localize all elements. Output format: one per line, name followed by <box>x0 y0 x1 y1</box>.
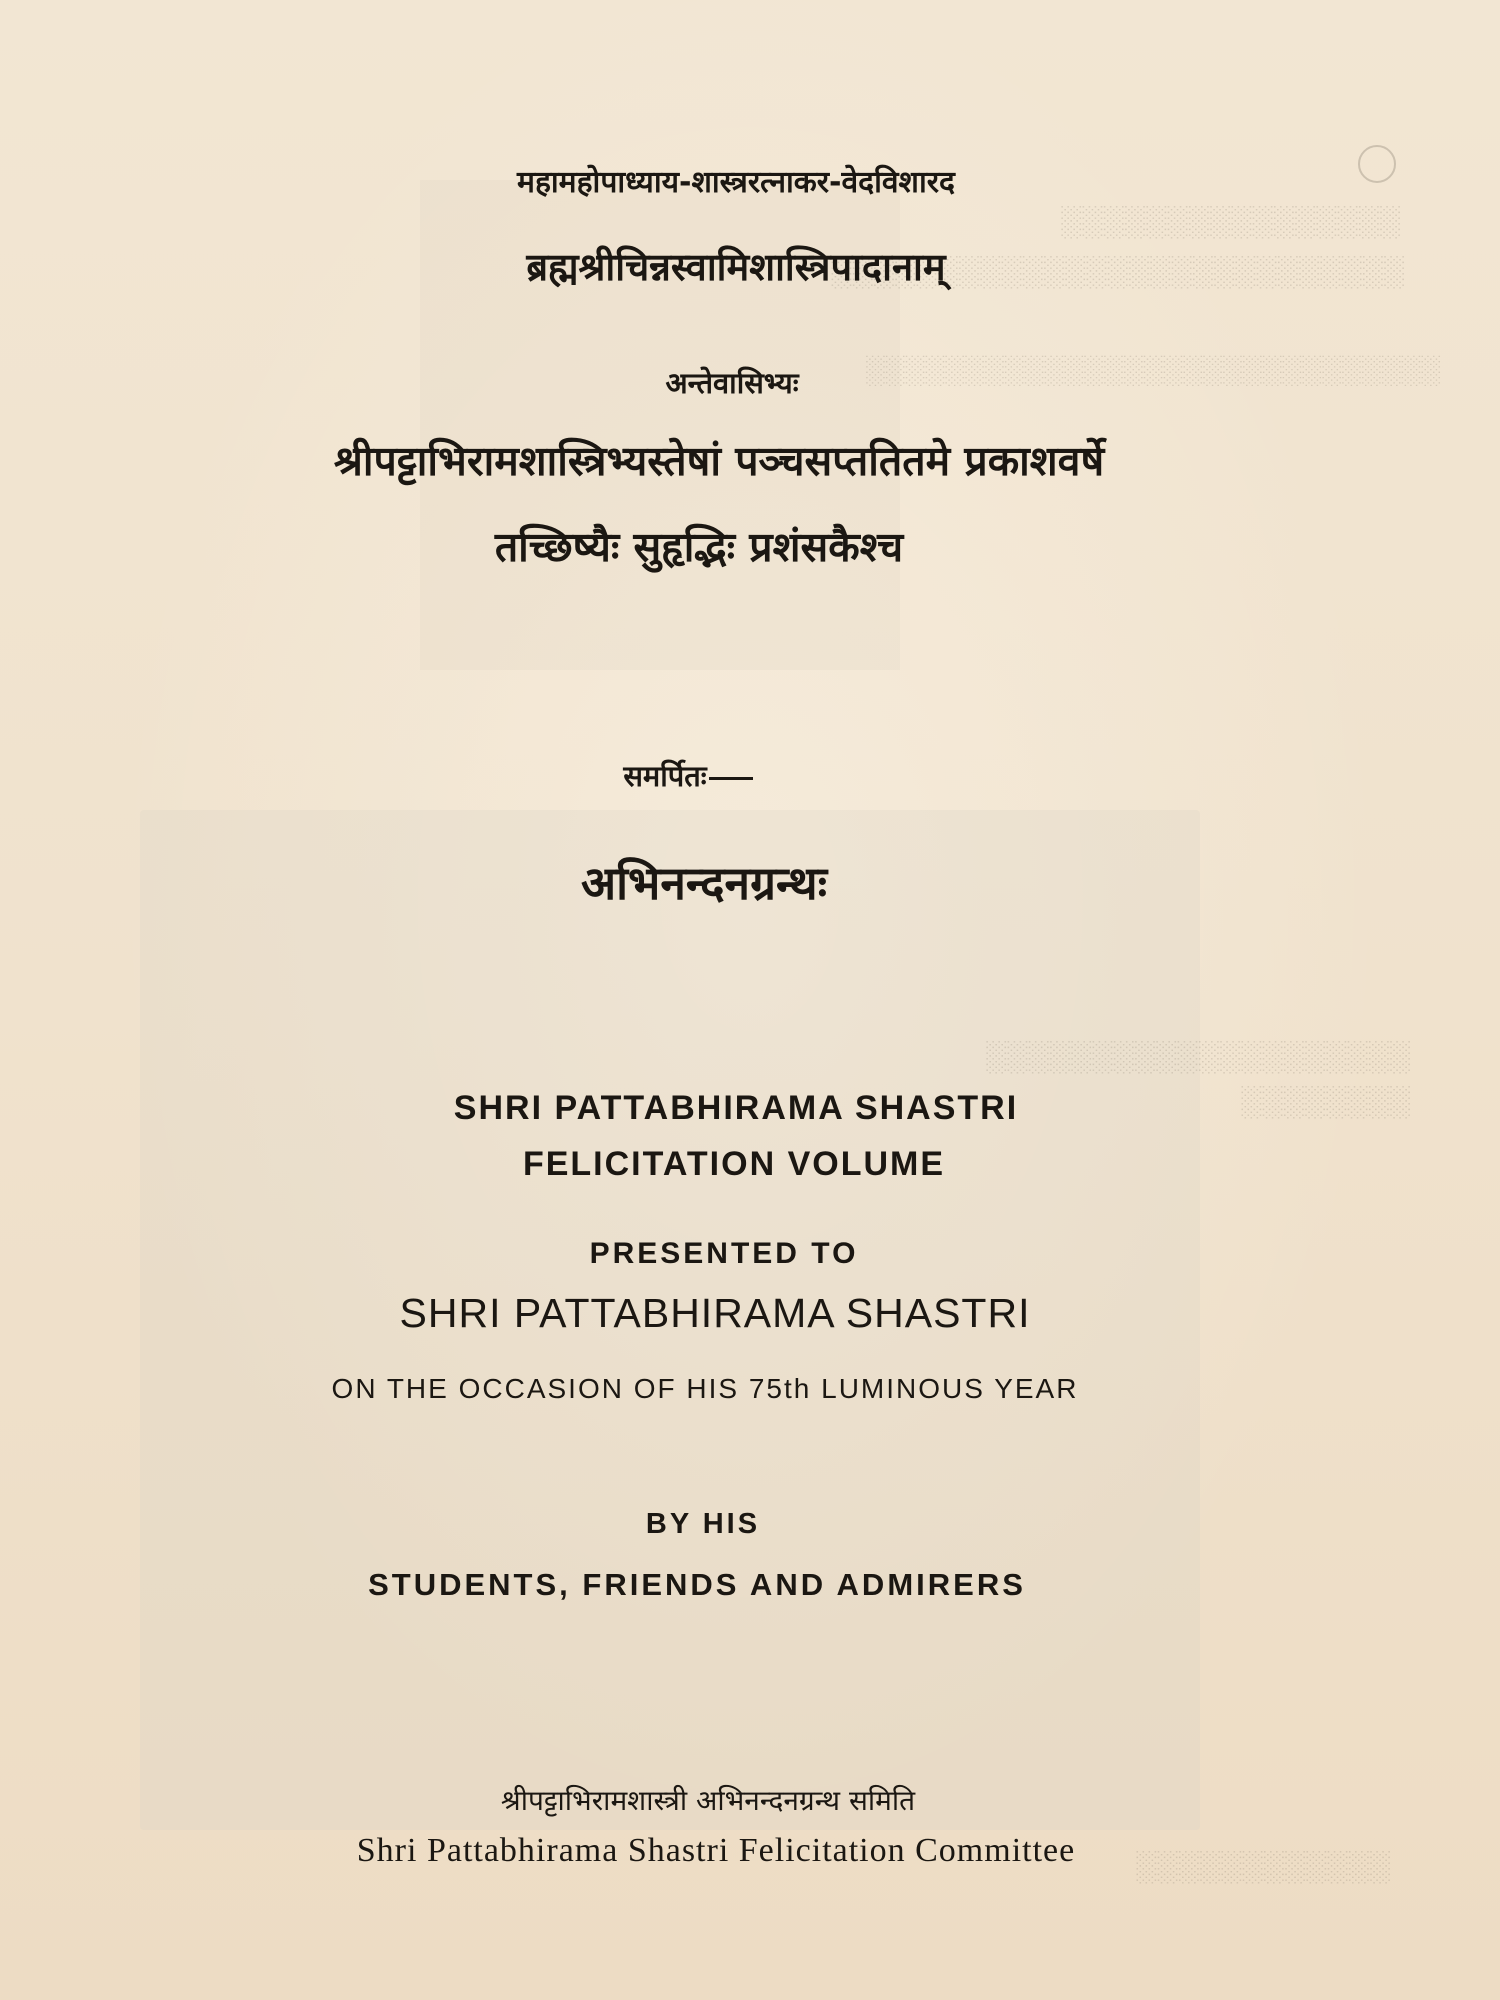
sanskrit-volume-title: अभिनन्दनग्रन्थः <box>580 856 827 910</box>
committee-english: Shri Pattabhirama Shastri Felicitation Committee <box>356 1832 1076 1869</box>
sanskrit-givers-line: तच्छिष्यैः सुहृद्भिः प्रशंसकैश्च <box>494 523 904 571</box>
em-dash-rule <box>709 777 753 780</box>
bleed-through-text: ░░░░░░░░ <box>1239 1085 1410 1118</box>
sanskrit-recipient-line: श्रीपट्टाभिरामशास्त्रिभ्यस्तेषां पञ्चसप्ततितमे प्रकाशवर्षे <box>333 437 1105 485</box>
committee-sanskrit: श्रीपट्टाभिरामशास्त्री अभिनन्दनग्रन्थ समिति <box>500 1784 916 1817</box>
sanskrit-titles: महामहोपाध्याय-शास्त्ररत्नाकर-वेदविशारद <box>517 165 955 200</box>
occasion-line: ON THE OCCASION OF HIS 75th LUMINOUS YEAR <box>331 1373 1079 1404</box>
bleed-through-text: ░░░░░░░░░░░░░░░░░░░░░░░░░░░░░ <box>864 355 1440 386</box>
sanskrit-guru-name: ब्रह्मश्रीचिन्नस्वामिशास्त्रिपादानाम् <box>526 245 946 289</box>
bleed-through-text: ░░░░░░░░░░░░ <box>1134 1850 1390 1883</box>
by-whom: STUDENTS, FRIENDS AND ADMIRERS <box>368 1567 1026 1602</box>
bleed-through-text: ░░░░░░░░░░░░░░░░░░░░░░░░░░░ <box>830 255 1404 288</box>
presented-to: PRESENTED TO <box>589 1237 859 1270</box>
by-his: BY HIS <box>645 1508 761 1540</box>
honoree-name: SHRI PATTABHIRAMA SHASTRI <box>399 1290 1031 1336</box>
sanskrit-offered <box>0 756 1438 795</box>
sanskrit-disciple: अन्तेवासिभ्यः <box>665 366 799 400</box>
english-title-line2: FELICITATION VOLUME <box>522 1145 946 1183</box>
sanskrit-offered-text: समर्पितः <box>623 759 707 793</box>
bleed-through-text: ░░░░░░░░░░░░░░░░ <box>1059 205 1400 238</box>
english-title-line1: SHRI PATTABHIRAMA SHASTRI <box>453 1089 1019 1127</box>
bleed-through-text: ░░░░░░░░░░░░░░░░░░░░ <box>984 1040 1410 1073</box>
